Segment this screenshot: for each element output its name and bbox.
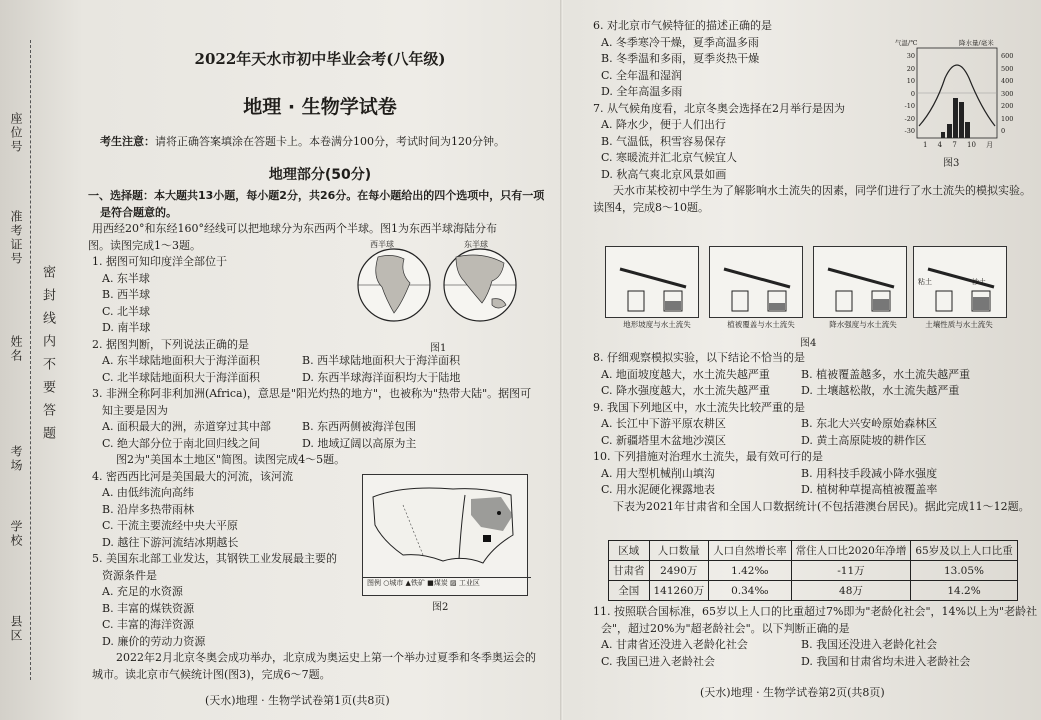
q6-d: D. 全年高温多雨 [601, 85, 683, 98]
fig3-temp-label: 气温/℃ [895, 39, 918, 47]
fig4-label-3: 降水强度与水土流失 [829, 320, 897, 329]
q4-b: B. 沿岸多热带雨林 [102, 502, 195, 516]
figure-2-caption: 图2 [432, 602, 449, 613]
q10-a: A. 用大型机械削山填沟 [601, 466, 715, 480]
binding-warning: 密封线内不要答题 [40, 265, 55, 449]
q9-b: B. 东北大兴安岭原始森林区 [801, 417, 938, 430]
q4-a: A. 由低纬流向高纬 [102, 486, 194, 499]
part-heading-2: 是符合题意的。 [100, 205, 177, 219]
q11-c: C. 我国已进入老龄社会 [601, 654, 716, 668]
q5-b: B. 丰富的煤铁资源 [102, 601, 195, 615]
figure-4-experiments [605, 246, 1005, 338]
q11b: 会"，超过20%为"超老龄社会"。以下判断正确的是 [601, 621, 850, 635]
figure-2-us-map [362, 474, 528, 596]
q7-c: C. 寒暖流并汇北京气候宜人 [601, 151, 738, 164]
q8: 8. 仔细观察模拟实验，以下结论不恰当的是 [593, 351, 805, 364]
table-header-row [609, 541, 1018, 561]
fig3-r-tick: 100 [1001, 114, 1014, 123]
fig3-r-tick: 500 [1001, 64, 1014, 73]
intro-1a: 用西经20°和东经160°经线可以把地球分为东西两个半球。图1为东西半球海陆分布 [92, 222, 497, 235]
table-cell: -11万 [791, 561, 911, 581]
table-header-cell: 常住人口比2020年净增 [791, 541, 911, 561]
q5-d: D. 廉价的劳动力资源 [102, 634, 206, 648]
fig3-rain-ticks [1001, 50, 1013, 138]
table-row [609, 561, 1018, 581]
q7-a: A. 降水少，便于人们出行 [601, 118, 726, 131]
intro-1b: 图。读图完成1～3题。 [88, 238, 201, 252]
fig3-month-ticks: 1 4 7 10 月 [923, 141, 994, 149]
q10-d: D. 植树种草提高植被覆盖率 [801, 483, 938, 496]
fig3-t-tick: 20 [906, 64, 915, 73]
fig3-rain-label: 降水量/毫米 [959, 39, 994, 47]
binding-school: 学校 [9, 520, 23, 548]
q1-c: C. 北半球 [102, 304, 151, 318]
binding-room: 考场 [9, 445, 23, 473]
fig1-west-label: 西半球 [370, 240, 394, 249]
cut-line [30, 40, 31, 680]
q6: 6. 对北京市气候特征的描述正确的是 [593, 19, 772, 32]
binding-name: 姓名 [9, 335, 23, 363]
q3-c: C. 绝大部分位于南北回归线之间 [102, 436, 261, 450]
q1-a: A. 东半球 [102, 271, 150, 285]
q4: 4. 密西西比河是美国最大的河流，该河流 [92, 469, 293, 483]
notice-text: 请将正确答案填涂在答题卡上。本卷满分100分，考试时间为120分钟。 [155, 135, 505, 148]
table-cell: 13.05% [911, 561, 1017, 581]
population-table [608, 540, 1018, 601]
footer-right: (天水)地理 · 生物学试卷第2页(共8页) [700, 686, 885, 699]
q2-a: A. 东半球陆地面积大于海洋面积 [102, 354, 260, 367]
q9-a: A. 长江中下游平原农耕区 [601, 417, 726, 430]
binding-admission: 准考证号 [9, 210, 23, 266]
figure-1-hemispheres [352, 240, 522, 323]
q6-b: B. 冬季温和多雨，夏季炎热干燥 [601, 52, 760, 65]
fig1-east-label: 东半球 [464, 240, 488, 249]
table-header-cell: 65岁及以上人口比重 [911, 541, 1017, 561]
fig3-t-tick: -20 [904, 114, 915, 123]
q3a: 3. 非洲全称阿非利加洲(Africa)，意思是"阳光灼热的地方"，也被称为"热带大陆"。据图可 [92, 387, 532, 400]
binding-seat: 座位号 [9, 112, 23, 154]
population-table-grid [608, 540, 1018, 601]
intro-5a: 天水市某校初中学生为了解影响水土流失的因素，同学们进行了水土流失的模拟实验。 [613, 184, 1031, 197]
table-cell: 48万 [791, 581, 911, 601]
table-header-cell: 区域 [609, 541, 650, 561]
q4-d: D. 越往下游河流结冰期越长 [102, 535, 239, 549]
experiment-1 [605, 246, 699, 318]
figure-4-caption: 图4 [800, 338, 817, 349]
fig3-temp-ticks [899, 50, 915, 138]
q9-c: C. 新疆塔里木盆地沙漠区 [601, 433, 727, 447]
q8-b: B. 植被覆盖越多，水土流失越严重 [801, 367, 971, 381]
right-column-2 [593, 350, 1030, 515]
exam-title: 2022年天水市初中毕业会考(八年级) [194, 50, 446, 68]
experiment-4 [913, 246, 1007, 318]
table-cell: 14.2% [911, 581, 1017, 601]
fig3-t-tick: 30 [906, 52, 915, 60]
section-title: 地理部分(50分) [268, 167, 372, 183]
table-cell: 2490万 [649, 561, 709, 581]
q2-d: D. 东西半球海洋面积均大于陆地 [302, 370, 461, 384]
q6-a: A. 冬季寒冷干燥，夏季高温多雨 [601, 35, 759, 49]
q7-b: B. 气温低，积雪容易保存 [601, 134, 727, 148]
q5b: 资源条件是 [102, 568, 157, 582]
q10: 10. 下列措施对治理水土流失，最有效可行的是 [593, 450, 823, 463]
q3-d: D. 地域辽阔以高原为主 [302, 436, 417, 450]
us-map-drawing [363, 475, 527, 575]
q1-d: D. 南半球 [102, 321, 151, 334]
fig3-r-tick: 0 [1001, 127, 1006, 135]
table-header-cell: 人口数量 [649, 541, 709, 561]
q3-b: B. 东西两侧被海洋包围 [302, 420, 417, 433]
intro-3b: 城市。读北京市气候统计图(图3)，完成6～7题。 [92, 667, 331, 681]
q3-a: A. 面积最大的洲，赤道穿过其中部 [102, 420, 271, 433]
q1: 1. 据图可知印度洋全部位于 [92, 255, 227, 268]
q8-c: C. 降水强度越大，水土流失越严重 [601, 384, 771, 397]
fig4-clay: 粘土 [918, 278, 932, 286]
table-header-cell: 人口自然增长率 [709, 541, 792, 561]
q1-b: B. 西半球 [102, 288, 151, 301]
fig3-t-tick: 10 [906, 77, 915, 85]
fig4-labels [605, 319, 1005, 330]
fig3-t-tick: 0 [910, 89, 915, 98]
q11-d: D. 我国和甘肃省均未进入老龄社会 [801, 654, 971, 668]
fig3-r-tick: 600 [1001, 52, 1014, 60]
right-column-3 [593, 604, 1037, 670]
intro-2: 图2为"美国本土地区"简图。读图完成4～5题。 [116, 453, 346, 466]
q5-c: C. 丰富的海洋资源 [102, 618, 195, 631]
fig3-t-tick: -30 [904, 127, 915, 135]
q11a: 11. 按照联合国标准，65岁以上人口的比重超过7%即为"老龄化社会"，14%以上为"老龄社 [593, 605, 1038, 618]
figure-3-caption: 图3 [943, 158, 960, 169]
fig3-r-tick: 200 [1001, 102, 1014, 110]
fig4-label-1: 地形坡度与水土流失 [623, 320, 691, 329]
fig2-legend: 图例 ○城市 ▲铁矿 ■煤炭 ▨ 工业区 [363, 577, 531, 588]
q7-d: D. 秋高气爽北京风景如画 [601, 167, 727, 181]
table-cell: 全国 [609, 581, 650, 601]
intro-3a: 2022年2月北京冬奥会成功举办，北京成为奥运史上第一个举办过夏季和冬季奥运会的 [116, 651, 536, 664]
q4-c: C. 干流主要流经中央大平原 [102, 519, 239, 532]
table-cell: 0.34‰ [709, 581, 792, 601]
figure-1-caption: 图1 [430, 343, 447, 354]
q2-c: C. 北半球陆地面积大于海洋面积 [102, 370, 261, 384]
q6-c: C. 全年温和湿润 [601, 68, 683, 82]
exam-notice [100, 133, 505, 149]
q11-b: B. 我国还没进入老龄化社会 [801, 638, 938, 651]
experiment-2 [709, 246, 803, 318]
q11-a: A. 甘肃省还没进入老龄化社会 [601, 638, 748, 651]
page-fold [560, 0, 563, 720]
q2-b: B. 西半球陆地面积大于海洋面积 [302, 354, 461, 367]
q8-d: D. 土壤越松散，水土流失越严重 [801, 384, 960, 397]
q3b: 知主要是因为 [102, 403, 168, 417]
table-cell: 甘肃省 [609, 561, 650, 581]
notice-label: 考生注意： [100, 135, 155, 148]
q5a: 5. 美国东北部工业发达，其钢铁工业发展最主要的 [92, 552, 337, 565]
intro-5b: 读图4，完成8～10题。 [593, 200, 709, 214]
binding-county: 县区 [9, 615, 23, 643]
q2: 2. 据图判断，下列说法正确的是 [92, 337, 249, 351]
fig3-r-tick: 300 [1001, 89, 1014, 98]
q10-b: B. 用科技手段减小降水强度 [801, 466, 938, 480]
table-cell: 1.42‰ [709, 561, 792, 581]
binding-strip [0, 0, 58, 720]
figure-3-climate [895, 38, 1030, 168]
q9: 9. 我国下列地区中，水土流失比较严重的是 [593, 400, 805, 414]
fig4-label-4: 土壤性质与水土流失 [925, 320, 993, 329]
part-heading: 一、选择题：本大题共13小题，每小题2分，共26分。在每小题给出的四个选项中，只有一项 [88, 189, 545, 202]
table-cell: 141260万 [649, 581, 709, 601]
table-row [609, 581, 1018, 601]
q7: 7. 从气候角度看，北京冬奥会选择在2月举行是因为 [593, 101, 845, 115]
q5-a: A. 充足的水资源 [102, 585, 183, 598]
fig4-sand: 沙土 [972, 278, 986, 286]
q8-a: A. 地面坡度越大，水土流失越严重 [601, 367, 770, 381]
hemisphere-map [352, 243, 522, 323]
footer-left: (天水)地理 · 生物学试卷第1页(共8页) [205, 694, 390, 707]
q10-c: C. 用水泥硬化裸露地表 [601, 483, 716, 496]
intro-6: 下表为2021年甘肃省和全国人口数据统计(不包括港澳台居民)。据此完成11～12题。 [613, 499, 1030, 513]
fig3-t-tick: -10 [904, 102, 915, 110]
paper-title: 地理 · 生物学试卷 [243, 96, 397, 118]
fig4-label-2: 植被覆盖与水土流失 [727, 320, 795, 329]
fig3-r-tick: 400 [1001, 77, 1014, 85]
q9-d: D. 黄土高原陡坡的耕作区 [801, 433, 927, 447]
experiment-3 [813, 246, 907, 318]
